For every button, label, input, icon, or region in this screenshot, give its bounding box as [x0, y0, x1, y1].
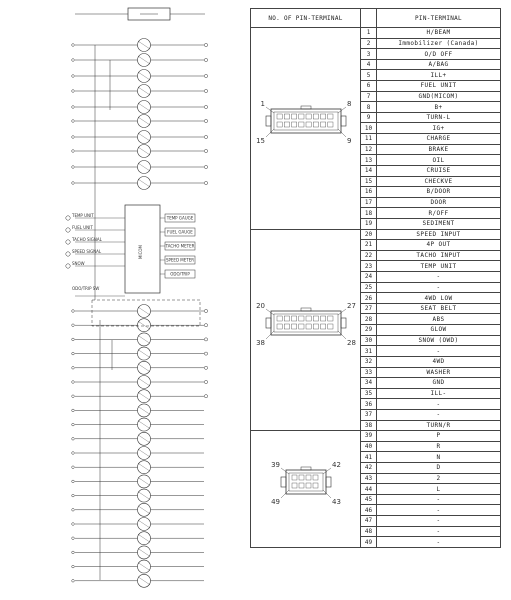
pin-terminal: TURN/R: [377, 420, 501, 431]
pin-terminal: SPEED INPUT: [377, 229, 501, 240]
pin-terminal: TURN-L: [377, 112, 501, 123]
pin-terminal: SNOW (OWD): [377, 335, 501, 346]
pin-terminal: OIL: [377, 155, 501, 166]
pin-number: 22: [361, 250, 377, 261]
input-label: SPEED SIGNAL: [72, 249, 102, 254]
pin-terminal: ILL+: [377, 70, 501, 81]
connector-pin-label-top_right: 27: [346, 301, 356, 310]
pin-number: 13: [361, 155, 377, 166]
connector-pin-label-bottom_right: 9: [346, 137, 351, 146]
pin-row: [251, 431, 501, 442]
pin-terminal: ABS: [377, 314, 501, 325]
number-column-header: [361, 9, 377, 28]
connector-diagram: [254, 73, 358, 183]
pin-number: 6: [361, 81, 377, 92]
connector-pin-label-bottom_left: 38: [255, 338, 265, 347]
pin-number: 21: [361, 240, 377, 251]
connector-pin-label-bottom_right: 28: [346, 338, 356, 347]
micom-label: MICOM: [138, 244, 143, 260]
pin-number: 29: [361, 325, 377, 336]
pin-row: [251, 28, 501, 39]
pin-terminal: 2: [377, 473, 501, 484]
pin-terminal: -: [377, 346, 501, 357]
pin-terminal: GLOW: [377, 325, 501, 336]
connector-pin-label-top_left: 39: [270, 461, 280, 469]
pin-terminal: 4P OUT: [377, 240, 501, 251]
pin-number: 2: [361, 38, 377, 49]
connector-pin-label-top_right: 42: [331, 461, 341, 469]
connector-pin-label-bottom_left: 49: [270, 498, 280, 506]
pin-terminal: B+: [377, 102, 501, 113]
pin-table-body: [251, 28, 501, 548]
pin-number: 47: [361, 516, 377, 527]
pin-number: 46: [361, 505, 377, 516]
odo-switch-label: ODO/TRIP SW: [72, 286, 100, 291]
pin-number: 27: [361, 303, 377, 314]
pin-terminal: -: [377, 505, 501, 516]
pin-terminal: O/D OFF: [377, 49, 501, 60]
pin-number: 45: [361, 494, 377, 505]
pin-number: 18: [361, 208, 377, 219]
pin-terminal: GND: [377, 378, 501, 389]
pin-terminal: R/OFF: [377, 208, 501, 219]
input-label: FUEL UNIT: [72, 225, 93, 230]
pin-terminal: -: [377, 526, 501, 537]
pin-terminal: GND(MICOM): [377, 91, 501, 102]
pin-number: 38: [361, 420, 377, 431]
pin-number: 4: [361, 59, 377, 70]
pin-number: 35: [361, 388, 377, 399]
pin-terminal: D: [377, 462, 501, 473]
table-header-row: [251, 9, 501, 28]
pin-number: 32: [361, 356, 377, 367]
pin-terminal: -: [377, 272, 501, 283]
pin-number: 23: [361, 261, 377, 272]
gauge-label: SPEED METER: [165, 257, 195, 263]
connector-cell: [251, 431, 361, 548]
pin-number: 8: [361, 102, 377, 113]
pin-number: 26: [361, 293, 377, 304]
gauge-label: TEMP GAUGE: [166, 215, 194, 221]
pin-number: 20: [361, 229, 377, 240]
pin-terminal: -: [377, 282, 501, 293]
pin-number: 36: [361, 399, 377, 410]
connector-pin-label-top_left: 20: [255, 301, 265, 310]
pin-terminal: ILL-: [377, 388, 501, 399]
pin-terminal: BRAKE: [377, 144, 501, 155]
pin-number: 7: [361, 91, 377, 102]
pin-terminal: FUEL UNIT: [377, 81, 501, 92]
pin-number: 25: [361, 282, 377, 293]
pin-terminal: N: [377, 452, 501, 463]
pin-terminal: CHARGE: [377, 134, 501, 145]
pin-terminal: TEMP UNIT: [377, 261, 501, 272]
pin-terminal: H/BEAM: [377, 28, 501, 39]
connector-diagram: [254, 275, 358, 385]
pin-number: 30: [361, 335, 377, 346]
pin-terminal: -: [377, 409, 501, 420]
pin-terminal: P: [377, 431, 501, 442]
connector-pin-label-top_right: 8: [346, 100, 351, 109]
pin-terminal: CHECKVE: [377, 176, 501, 187]
pin-terminal: WASHER: [377, 367, 501, 378]
gauge-label: FUEL GAUGE: [167, 229, 193, 235]
terminal-column-header: PIN-TERMINAL: [377, 9, 501, 28]
pin-number: 44: [361, 484, 377, 495]
pin-number: 24: [361, 272, 377, 283]
wiring-schematic: [0, 0, 240, 600]
pin-terminal: 4WD LOW: [377, 293, 501, 304]
pin-number: 3: [361, 49, 377, 60]
pin-number: 39: [361, 431, 377, 442]
input-label: TEMP UNIT: [72, 213, 94, 218]
pin-terminal: CRUISE: [377, 165, 501, 176]
pin-terminal: -: [377, 399, 501, 410]
pin-terminal: Immobilizer (Canada): [377, 38, 501, 49]
pin-terminal: 4WD: [377, 356, 501, 367]
pin-terminal: -: [377, 537, 501, 548]
pin-number: 9: [361, 112, 377, 123]
pin-terminal: SEAT BELT: [377, 303, 501, 314]
pin-number: 5: [361, 70, 377, 81]
pin-terminal: IG+: [377, 123, 501, 134]
pin-terminal: B/DOOR: [377, 187, 501, 198]
pin-number: 42: [361, 462, 377, 473]
connector-column-header: NO. OF PIN-TERMINAL: [251, 9, 361, 28]
pin-terminal: R: [377, 441, 501, 452]
connector-pin-label-bottom_left: 15: [255, 137, 265, 146]
pin-number: 34: [361, 378, 377, 389]
pin-number: 19: [361, 218, 377, 229]
connector-pin-label-top_left: 1: [260, 100, 265, 109]
pin-number: 33: [361, 367, 377, 378]
input-label: TACHO SIGNAL: [72, 237, 102, 242]
connector-cell: [251, 229, 361, 431]
pin-terminal: SEDIMENT: [377, 218, 501, 229]
gauge-label: TACHO METER: [165, 243, 195, 249]
pin-terminal: L: [377, 484, 501, 495]
pin-number: 16: [361, 187, 377, 198]
pin-number: 10: [361, 123, 377, 134]
input-label: SNOW: [72, 261, 85, 266]
pin-terminal: TACHO INPUT: [377, 250, 501, 261]
pin-number: 14: [361, 165, 377, 176]
pin-terminal: A/BAG: [377, 59, 501, 70]
pin-number: 12: [361, 144, 377, 155]
connector-pin-label-bottom_right: 43: [331, 498, 341, 506]
pin-number: 43: [361, 473, 377, 484]
pin-number: 49: [361, 537, 377, 548]
pin-number: 28: [361, 314, 377, 325]
pin-number: 31: [361, 346, 377, 357]
pin-number: 17: [361, 197, 377, 208]
pin-number: 1: [361, 28, 377, 39]
pin-number: 48: [361, 526, 377, 537]
pin-terminal: -: [377, 516, 501, 527]
connector-diagram: [254, 446, 358, 532]
pin-number: 41: [361, 452, 377, 463]
pin-terminal: -: [377, 494, 501, 505]
pin-number: 37: [361, 409, 377, 420]
pin-terminal: DOOR: [377, 197, 501, 208]
pin-row: [251, 229, 501, 240]
pin-terminal-table: [250, 8, 501, 548]
pin-number: 11: [361, 134, 377, 145]
pin-number: 40: [361, 441, 377, 452]
pin-number: 15: [361, 176, 377, 187]
connector-cell: [251, 28, 361, 230]
gauge-label: ODO/TRIP: [170, 271, 190, 277]
